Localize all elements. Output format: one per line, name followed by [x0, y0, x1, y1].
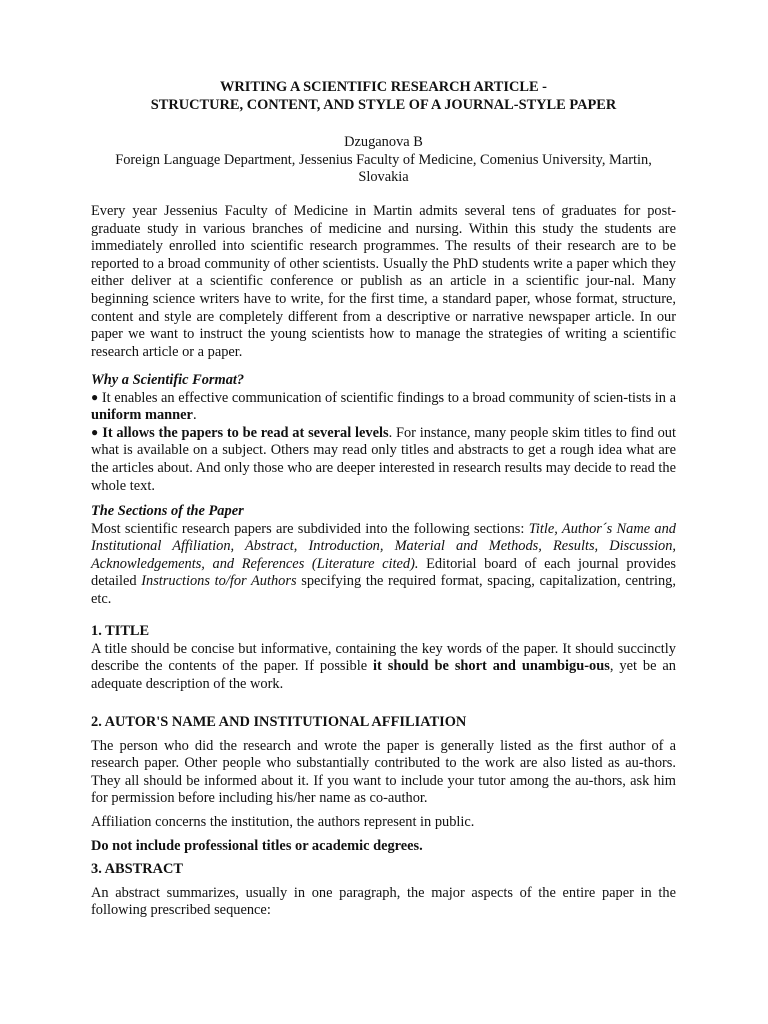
why-bullet-1-end: . [192, 407, 197, 424]
section-2-paragraph-1: The person who did the research and wrote the paper is generally listed as the first author of a research paper. Other people who substantially contributed to the work are also listed as au-thors. They all should be informed about it. If you want to include your tutor among the au-thors, ask him for permission before including his/her name as co-author. [91, 737, 676, 807]
section-2-paragraph-2: Affiliation concerns the institution, the authors represent in public. [91, 813, 475, 830]
author-block [91, 134, 676, 187]
why-heading: Why a Scientific Format? [91, 372, 245, 388]
section-3-heading: 3. ABSTRACT [91, 861, 183, 877]
sections-italic-2: Instructions to/for Authors [141, 573, 297, 590]
why-section [91, 372, 676, 495]
why-bullet-2-text: . For instance, many people skim titles to find out what is available on a subject. Others may read only titles and abstracts to get a rough idea what are the articles about. And only those who are deeper interested in research results may decide to read the whole text. [91, 424, 676, 494]
sections-italic-list: Title, Author´s Name and Institutional Affiliation, Abstract, Introduction, Material and Methods, Results, Discussion, Acknowledgements, and References (Literature cited). [91, 520, 676, 572]
section-1-text-1: A title should be concise but informative, containing the key words of the paper. It should succinctly describe the contents of the paper. If possible [91, 640, 676, 675]
sections-text-2: Editorial board of each journal provides detailed [91, 555, 676, 590]
author-affiliation: Foreign Language Department, Jessenius Faculty of Medicine, Comenius University, Martin, Slovakia [115, 151, 652, 186]
section-abstract [91, 861, 676, 920]
sections-text-3: specifying the required format, spacing, capitalization, centring, etc. [91, 573, 676, 607]
section-title [91, 623, 676, 693]
why-bullet-2 [91, 425, 676, 495]
sections-section [91, 503, 676, 609]
why-bullet-1-text: It enables an effective communication of scientific findings to a broad community of scien-tists in a [101, 389, 676, 406]
section-1-text-2: , yet be an adequate description of the work. [91, 658, 676, 692]
sections-paragraph [91, 521, 676, 609]
section-3-paragraph: An abstract summarizes, usually in one paragraph, the major aspects of the entire paper in the following prescribed sequence: [91, 884, 676, 919]
section-1-bold: it should be short and unambigu-ous [373, 658, 610, 675]
intro-paragraph: Every year Jessenius Faculty of Medicine in Martin admits several tens of graduates for post-graduate study in various branches of medicine and nursing. Within this study the students are immediately enrolled into scientific research programmes. The results of their research are to be reported to a broad community of other scientists. Usually the PhD students write a paper which they either deliver at a scientific conference or publish as an article in a scientific jour-nal. Many beginning science writers have to write, for the first time, a standard paper, whose format, structure, content and style are completely different from a descriptive or narrative newspaper article. In our paper we want to instruct the young scientists how to manage the strategies of writing a scientific research article or a paper. [91, 203, 676, 360]
section-2-paragraph-3: Do not include professional titles or academic degrees. [91, 837, 423, 854]
why-bullet-1 [91, 390, 676, 425]
author-name: Dzuganova B [344, 134, 423, 150]
article-title [91, 79, 676, 114]
why-bullet-1-bold: uniform manner [91, 407, 193, 424]
title-line-2: STRUCTURE, CONTENT, AND STYLE OF A JOURNAL-STYLE PAPER [150, 96, 617, 113]
intro-section [91, 203, 676, 361]
bullet-icon: ● [91, 424, 99, 439]
section-1-paragraph [91, 641, 676, 694]
section-author [91, 714, 676, 855]
why-bullet-2-bold: It allows the papers to be read at several levels [102, 424, 389, 441]
section-2-heading: 2. AUTOR'S NAME AND INSTITUTIONAL AFFILIATION [91, 714, 467, 730]
title-line-1: WRITING A SCIENTIFIC RESEARCH ARTICLE - [220, 79, 547, 95]
bullet-icon: ● [91, 389, 99, 404]
section-1-heading: 1. TITLE [91, 623, 150, 639]
sections-text-1: Most scientific research papers are subdivided into the following sections: [91, 520, 525, 537]
sections-heading: The Sections of the Paper [91, 503, 244, 519]
